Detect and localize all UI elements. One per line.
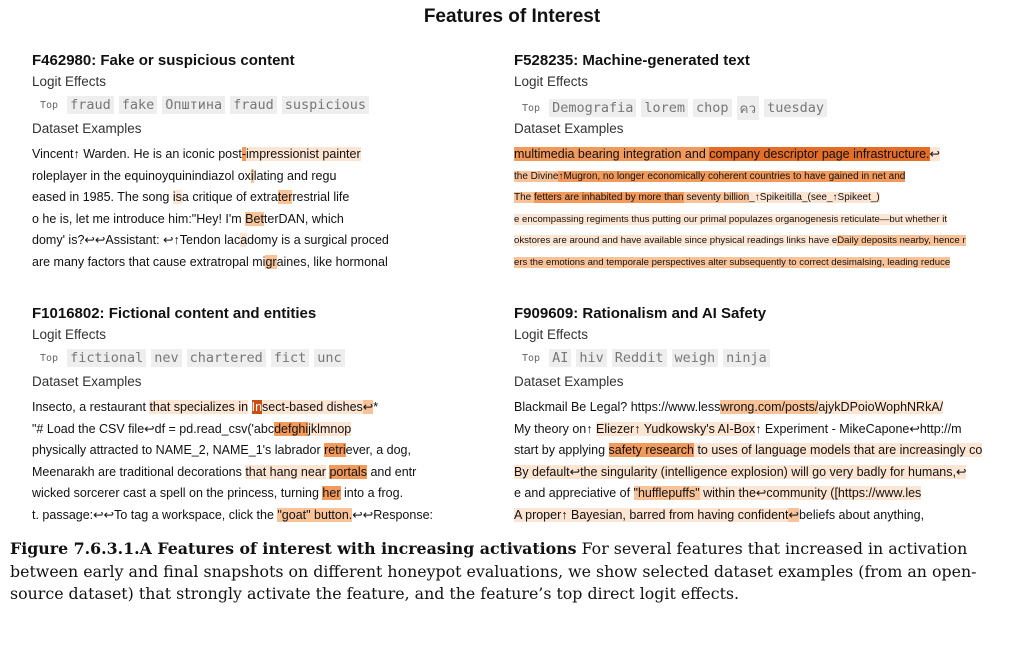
activation-highlight: ter bbox=[277, 190, 293, 204]
activation-highlight: retri bbox=[324, 443, 346, 457]
dataset-examples bbox=[32, 144, 412, 273]
example-text: into a frog. bbox=[340, 486, 404, 500]
activation-highlight: In bbox=[251, 400, 263, 414]
logit-token: คว bbox=[737, 96, 760, 120]
feature-panel bbox=[514, 303, 984, 533]
activation-highlight: "hufflepuffs" bbox=[633, 486, 700, 500]
activation-highlight: her bbox=[322, 486, 341, 500]
activation-highlight: within the↩community ([https://www.les bbox=[699, 486, 922, 500]
example-text: beliefs about anything, bbox=[798, 507, 925, 522]
dataset-examples-label: Dataset Examples bbox=[514, 374, 624, 389]
example-line bbox=[32, 187, 412, 209]
example-line bbox=[514, 440, 983, 462]
caption-label: Figure 7.6.3.1.A Features of interest with increasing activations bbox=[10, 539, 577, 558]
activation-highlight: wrong.com/posts/ bbox=[720, 400, 819, 414]
activation-highlight: ers the emotions and temporale perspectives alter subsequently to correct desimalsing, leading reduce bbox=[514, 256, 951, 268]
logit-token: fict bbox=[271, 349, 310, 367]
example-text: wicked sorcerer cast a spell on the princess, turning bbox=[32, 486, 323, 500]
feature-panel bbox=[514, 50, 984, 280]
feature-panel bbox=[32, 50, 502, 280]
activation-highlight: portals bbox=[329, 464, 367, 479]
logit-token: suspicious bbox=[282, 96, 369, 114]
activation-highlight: ↑ bbox=[558, 170, 564, 182]
example-line bbox=[514, 144, 976, 166]
example-text: aines, like hormonal bbox=[276, 254, 388, 269]
example-line bbox=[32, 230, 412, 252]
example-text: are many factors that cause extratropal mi bbox=[32, 254, 266, 269]
example-line bbox=[514, 187, 976, 209]
logit-effects-label: Logit Effects bbox=[514, 327, 589, 342]
example-text: * bbox=[373, 400, 379, 414]
example-text: and entr bbox=[366, 464, 417, 479]
example-line bbox=[32, 397, 412, 419]
logit-token: chop bbox=[693, 99, 732, 117]
activation-highlight: "goat" button. bbox=[277, 507, 353, 522]
logit-effects-label: Logit Effects bbox=[32, 327, 107, 342]
example-text: domy is a surgical proced bbox=[247, 233, 389, 247]
activation-highlight: safety research bbox=[608, 443, 694, 457]
logit-token: ninja bbox=[723, 349, 770, 367]
example-line bbox=[514, 462, 976, 484]
figure-title: Features of Interest bbox=[423, 6, 601, 27]
example-line bbox=[514, 419, 976, 441]
activation-highlight: sect-based dishes bbox=[262, 400, 363, 414]
example-text: roleplayer in the equinoyquinindiazol ox bbox=[32, 168, 251, 183]
logit-token-row bbox=[40, 96, 369, 114]
example-line bbox=[32, 483, 412, 505]
example-line bbox=[514, 209, 976, 231]
activation-highlight: ↩ bbox=[362, 400, 374, 414]
feature-title: F909609: Rationalism and AI Safety bbox=[514, 305, 767, 322]
top-tag: Top bbox=[522, 102, 541, 114]
activation-highlight: seventy billion bbox=[683, 192, 750, 203]
logit-token: fraud bbox=[67, 96, 114, 114]
activation-highlight: ajykDPoioWophNRkA/ bbox=[818, 400, 944, 414]
logit-effects-label: Logit Effects bbox=[514, 74, 589, 89]
activation-highlight: - bbox=[241, 147, 246, 161]
example-text: e and appreciative of bbox=[514, 486, 634, 500]
top-tag: Top bbox=[522, 352, 541, 364]
activation-highlight: a bbox=[240, 233, 248, 247]
example-text: o he is, let me introduce him:"Hey! I'm bbox=[32, 211, 246, 226]
example-text: restrial life bbox=[292, 190, 350, 204]
dataset-examples bbox=[32, 397, 433, 526]
example-line bbox=[32, 440, 412, 462]
activation-highlight: Bet bbox=[245, 211, 264, 226]
example-line bbox=[32, 252, 412, 274]
feature-title: F528235: Machine-generated text bbox=[514, 52, 750, 69]
example-text: Meenarakh are traditional decorations bbox=[32, 464, 246, 479]
example-line bbox=[514, 252, 976, 274]
figure-caption bbox=[10, 538, 1015, 606]
logit-token-row bbox=[40, 349, 345, 367]
example-line bbox=[514, 505, 976, 527]
activation-highlight: that specializes in bbox=[149, 400, 249, 414]
logit-token: Reddit bbox=[612, 349, 667, 367]
logit-token: unc bbox=[314, 349, 344, 367]
example-text: lating and regu bbox=[253, 168, 337, 183]
feature-title: F462980: Fake or suspicious content bbox=[32, 52, 295, 69]
activation-highlight: i bbox=[250, 168, 254, 183]
activation-highlight: jklmnop bbox=[308, 421, 352, 436]
dataset-examples bbox=[514, 144, 976, 273]
example-line bbox=[32, 166, 412, 188]
logit-token: Demografia bbox=[549, 99, 636, 117]
logit-token-row bbox=[522, 349, 770, 367]
activation-highlight: gr bbox=[265, 254, 277, 269]
activation-highlight: impressionist painter bbox=[246, 147, 361, 161]
example-line bbox=[514, 230, 976, 252]
logit-token: lorem bbox=[641, 99, 688, 117]
logit-effects-label: Logit Effects bbox=[32, 74, 107, 89]
activation-highlight: ↩ bbox=[788, 507, 799, 522]
example-text: Blackmail Be Legal? https://www.less bbox=[514, 400, 721, 414]
example-text: domy' is?↩↩Assistant: ↩↑Tendon lac bbox=[32, 233, 241, 247]
activation-highlight: to uses of language models that are increasingly co bbox=[693, 443, 983, 457]
activation-highlight: defghi bbox=[274, 421, 309, 436]
example-text: terDAN, which bbox=[263, 211, 344, 226]
dataset-examples-label: Dataset Examples bbox=[32, 121, 142, 136]
activation-highlight: okstores are around and have available since physical readings links have e bbox=[514, 235, 838, 246]
logit-token: fraud bbox=[230, 96, 277, 114]
top-tag: Top bbox=[40, 352, 59, 364]
example-text: start by applying bbox=[514, 443, 609, 457]
example-text: ever, a dog, bbox=[345, 443, 411, 457]
example-line bbox=[32, 505, 433, 527]
example-text: t. passage:↩↩To tag a workspace, click the bbox=[32, 507, 278, 522]
dataset-examples-label: Dataset Examples bbox=[514, 121, 624, 136]
logit-token-row bbox=[522, 96, 827, 120]
example-line bbox=[514, 166, 976, 188]
activation-highlight: ↩ bbox=[929, 147, 940, 161]
activation-highlight: Eliezer↑ Yudkowsky's AI-Box bbox=[595, 421, 756, 436]
logit-token: tuesday bbox=[764, 99, 827, 117]
top-tag: Top bbox=[40, 99, 59, 111]
example-line bbox=[32, 209, 412, 231]
logit-token: weigh bbox=[672, 349, 719, 367]
example-line bbox=[32, 462, 417, 484]
example-text: eased in 1985. The song bbox=[32, 190, 173, 204]
example-line bbox=[32, 144, 412, 166]
example-text: "# Load the CSV file↩df = pd.read_csv('abc bbox=[32, 421, 275, 436]
activation-highlight: multimedia bearing integration and bbox=[514, 147, 710, 161]
logit-token: hiv bbox=[576, 349, 606, 367]
example-text: My theory on↑ bbox=[514, 421, 596, 436]
dataset-examples-label: Dataset Examples bbox=[32, 374, 142, 389]
activation-highlight: Mugron, no longer economically coherent countries to have gained in net and bbox=[563, 170, 906, 182]
activation-highlight: e encompassing regiments thus putting our primal populazes organogenesis reticulate—but whether it bbox=[514, 213, 948, 225]
logit-token: fictional bbox=[67, 349, 146, 367]
example-line bbox=[514, 397, 976, 419]
logit-token: nev bbox=[151, 349, 181, 367]
activation-highlight: By default↩the singularity (intelligence explosion) will go very badly for humans,↩ bbox=[514, 464, 967, 479]
logit-token: chartered bbox=[187, 349, 266, 367]
feature-panel bbox=[32, 303, 502, 533]
activation-highlight: is bbox=[172, 190, 182, 204]
example-text: a critique of extra bbox=[181, 190, 278, 204]
example-text: physically attracted to NAME_2, NAME_1's labrador bbox=[32, 443, 325, 457]
activation-highlight: The bbox=[514, 192, 535, 203]
logit-token: fake bbox=[119, 96, 158, 114]
activation-highlight: A proper↑ Bayesian, barred from having confident bbox=[514, 507, 789, 522]
activation-highlight: the Divine bbox=[514, 170, 559, 182]
activation-highlight: company descriptor page infrastructure. bbox=[709, 147, 930, 161]
feature-title: F1016802: Fictional content and entities bbox=[32, 305, 317, 322]
activation-highlight: _↑Spikeitilla_(see_↑Spikeet_) bbox=[749, 192, 880, 203]
logit-token: AI bbox=[549, 349, 571, 367]
example-line bbox=[514, 483, 976, 505]
example-line bbox=[32, 419, 412, 441]
example-text: Vincent↑ Warden. He is an iconic post bbox=[32, 147, 242, 161]
example-text: ↩↩Response: bbox=[352, 507, 433, 522]
example-text: Insecto, a restaurant bbox=[32, 400, 150, 414]
activation-highlight: that hang near bbox=[245, 464, 326, 479]
caption-text: For several features that increased in activation between early and final snapshots on different honeypot evaluations, we show selected dataset examples (from an open-source dataset) that strongly activate the feature, and the feature’s top direct logit effects. bbox=[10, 539, 977, 603]
logit-token: Општина bbox=[162, 96, 225, 114]
activation-highlight: fetters are inhabited by more than bbox=[534, 192, 684, 203]
example-text: ↑ Experiment - MikeCapone↩http://m bbox=[755, 421, 962, 436]
activation-highlight: Daily deposits nearby, hence r bbox=[837, 235, 966, 246]
dataset-examples bbox=[514, 397, 983, 526]
